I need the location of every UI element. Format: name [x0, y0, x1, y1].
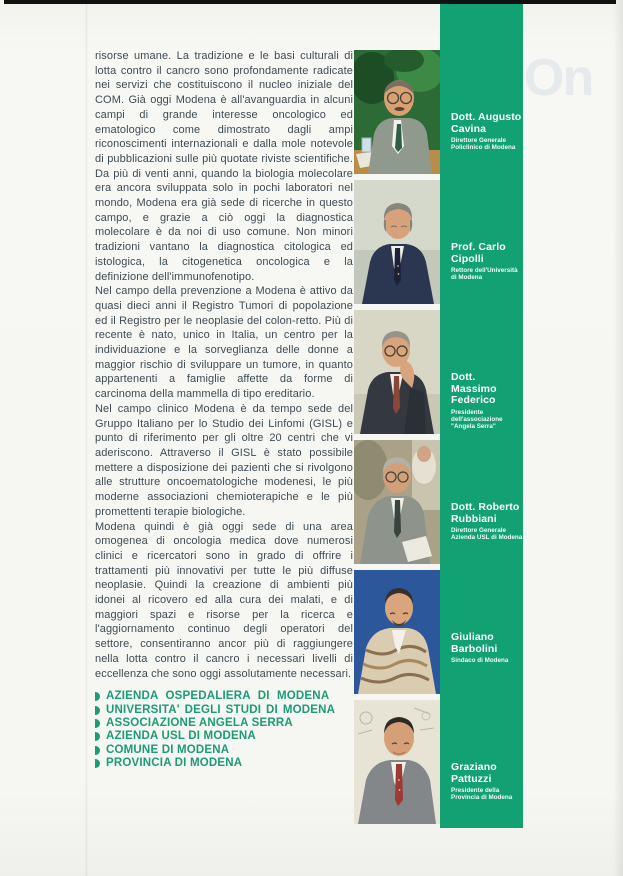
person-name: Prof. Carlo Cipolli [451, 241, 506, 265]
article-paragraph: Nel campo clinico Modena è da tempo sede del Gruppo Italiano per lo Studio dei Linfomi (GISL) e punto di riferimento per gli oltre 20 centri che vi aderiscono. Attraverso il GISL è stato possibile mettere a disposizione dei pazienti che si rivolgono alle strutture oncoematologiche modenesi, le più moderne associazioni chemioterapiche e le più promettenti terapie biologiche. [95, 402, 353, 518]
person-name: Dott. Massimo Federico [451, 371, 497, 406]
list-item [95, 758, 353, 769]
page-gutter-crease [85, 0, 88, 876]
photo-caption [451, 502, 523, 542]
person-role: Presidente della Provincia di Modena [451, 787, 513, 802]
ghost-bleedthrough-text: On [524, 49, 593, 107]
list-item-label: PROVINCIA DI MODENA [106, 757, 243, 770]
photo-caption [451, 112, 523, 152]
portrait-photo [354, 50, 440, 174]
person-entry [354, 310, 594, 440]
article-paragraph: Modena quindi è già oggi sede di una area omogenea di oncologia medica dove numerosi clinici e ricercatori sono in grado di offrire i trattamenti più innovativi per tutte le più diffuse neoplasie. Quindi la creazione di ambienti più idonei al ricovero ed alla cura dei malati, e di maggiori spazi e risorse per la ricerca e l'aggiornamento continuo degli operatori del settore, consentiranno ancor più di raggiungere nella lotta contro il cancro i necessari livelli di eccellenza che sono oggi assolutamente necessari. [95, 520, 353, 680]
portrait-photo [354, 440, 440, 564]
partners-list [95, 691, 353, 769]
article-text-column [95, 49, 353, 772]
person-entry [354, 50, 594, 180]
person-entry [354, 570, 594, 700]
bullet-icon [95, 692, 100, 701]
photo-caption [451, 242, 523, 282]
list-item [95, 705, 353, 716]
person-role: Direttore Generale Azienda USL di Modena [451, 527, 523, 542]
list-item [95, 731, 353, 742]
person-name: Giuliano Barbolini [451, 631, 498, 655]
person-name: Graziano Pattuzzi [451, 761, 497, 785]
person-name: Dott. Roberto Rubbiani [451, 501, 520, 525]
portrait-photo [354, 180, 440, 304]
article-paragraph: risorse umane. La tradizione e le basi culturali di lotta contro il cancro sono profondamente radicate nei servizi che costituiscono il nucleo iniziale del COM. Già oggi Modena è all'avanguardia in alcuni campi di grande interesse oncologico ed ematologico come dimostrato dagli ampi riconoscimenti internazionali e dalla mole notevole di pubblicazioni sulle più quotate riviste scientifiche. Da più di venti anni, quando la biologia molecolare era ancora sviluppata solo in pochi laboratori nel mondo, Modena era già sede di ricerche in questo campo, e grazie a ciò oggi la diagnostica molecolare è da noi di uso comune. Non minori tradizioni vantano la diagnostica citologica ed istologica, la citogenetica oncologica e la definizione dell'immunofenotipo. [95, 50, 353, 283]
photo-caption [451, 372, 523, 431]
list-item-label: ASSOCIAZIONE ANGELA SERRA [106, 717, 293, 730]
photo-caption [451, 632, 523, 664]
list-item-label: AZIENDA OSPEDALIERA DI MODENA [106, 690, 330, 703]
person-name: Dott. Augusto Cavina [451, 111, 522, 135]
bullet-icon [95, 732, 100, 741]
list-item [95, 745, 353, 756]
person-role: Rettore dell'Università di Modena [451, 267, 518, 282]
scan-edge-top [4, 0, 616, 4]
article-paragraph: Nel campo della prevenzione a Modena è attivo da quasi dieci anni il Registro Tumori di popolazione ed il Registro per le neoplasie del colon-retto. Più di recente è nato, unico in Italia, un centro per la individuazione e la sorveglianza delle donne a maggior rischio di sviluppare un tumore, in quanto appartenenti a famiglie affette da forme di carcinoma della mammella di tipo ereditario. [95, 285, 353, 401]
person-entry [354, 180, 594, 310]
list-item-label: UNIVERSITA' DEGLI STUDI DI MODENA [106, 703, 336, 716]
person-role: Direttore Generale Policlinico di Modena [451, 137, 516, 152]
bullet-icon [95, 759, 100, 768]
list-item-label: AZIENDA USL DI MODENA [106, 730, 256, 743]
list-item [95, 691, 353, 702]
portrait-photo [354, 700, 440, 824]
person-entry [354, 700, 594, 830]
person-role: Presidente dell'associazione "Angela Serra" [451, 408, 503, 431]
bullet-icon [95, 746, 100, 755]
scan-edge-right [613, 0, 623, 876]
photo-caption [451, 762, 523, 802]
portrait-photo [354, 310, 440, 434]
list-item-label: COMUNE DI MODENA [106, 743, 230, 756]
bullet-icon [95, 706, 100, 715]
bullet-icon [95, 719, 100, 728]
portrait-photo [354, 570, 440, 694]
list-item [95, 718, 353, 729]
person-entry [354, 440, 594, 570]
person-role: Sindaco di Modena [451, 657, 509, 664]
